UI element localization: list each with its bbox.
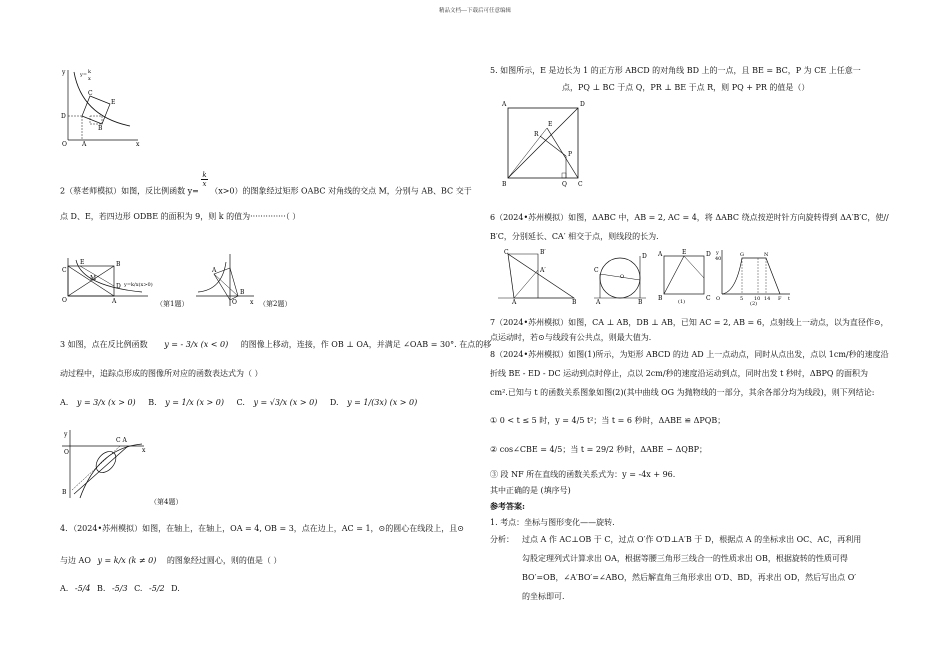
answer-1-line3: BO′=OB，∠A′BO′=∠ABO，然后解直角三角形求出 O′D、BD，再求出 OD，然后写出点 O′ [522, 573, 857, 582]
figure-q6-rotation [494, 249, 580, 306]
q2-line2: 点 D、E，若四边形 ODBE 的面积为 9，则 k 的值为··············（ ） [60, 212, 301, 221]
q3-option-d: y = 1/(3x) (x > 0) [347, 398, 418, 407]
svg-text:D: D [580, 101, 585, 108]
q4-option-c-letter: C. [134, 584, 143, 593]
answer-1-label: 分析： [490, 535, 514, 544]
svg-text:x: x [136, 141, 140, 148]
svg-text:N: N [764, 252, 769, 258]
answer-1-line4: 的坐标即可. [522, 592, 565, 601]
svg-text:D: D [706, 251, 711, 258]
svg-text:A: A [502, 101, 507, 108]
svg-text:B: B [116, 261, 121, 268]
q6-line2: B′C，分别延长、CA′ 相交于点，则线段的长为． [490, 232, 665, 241]
svg-text:D: D [642, 253, 647, 260]
svg-text:E: E [80, 259, 85, 266]
svg-text:y=: y= [80, 72, 88, 78]
q5-line2: 点，PQ ⊥ BC 于点 Q，PR ⊥ BE 于点 R，则 PQ + PR 的值是（） [562, 83, 810, 92]
svg-text:F: F [778, 296, 782, 302]
svg-text:B: B [62, 489, 67, 496]
svg-text:O: O [62, 297, 67, 304]
svg-text:E: E [682, 249, 687, 256]
svg-text:A: A [212, 267, 217, 274]
q8-statement-1: ① 0 < t ≤ 5 时，y = 4/5 t²；当 t = 6 秒时，ΔABE ≌ ΔPQB； [490, 416, 726, 425]
svg-text:B: B [240, 289, 245, 296]
q4-text-b: 与边 AO [60, 556, 91, 565]
svg-text:C A: C A [116, 437, 127, 444]
q8-line1: 8（2024•苏州模拟）如图(1)所示，为矩形 ABCD 的边 AD 上一点动点，同时从点出发，点以 1cm/秒的速度沿 [490, 350, 889, 359]
q2-frac-den: x [202, 180, 207, 188]
q4-function: y = k/x (k ≠ 0) [97, 556, 157, 565]
figure-q2-hyperbola [192, 252, 256, 308]
svg-text:O: O [62, 141, 67, 148]
q8-line3: cm².已知与 t 的函数关系图象如图(2)(其中曲线 OG 为抛物线的一部分，其余各部分均为线段)，则下列结论: [490, 388, 875, 397]
q3-option-c: y = √3/x (x > 0) [253, 398, 318, 407]
svg-text:40: 40 [715, 256, 722, 262]
svg-text:k: k [88, 69, 92, 75]
q4-option-b-letter: B. [97, 584, 106, 593]
svg-text:y=k/x(x>0): y=k/x(x>0) [124, 282, 153, 288]
svg-text:(1): (1) [678, 299, 686, 305]
svg-text:t: t [788, 296, 791, 302]
svg-text:(2): (2) [750, 301, 758, 307]
svg-text:O: O [620, 274, 625, 280]
q3-option-c-letter: C. [236, 398, 245, 407]
svg-text:y: y [64, 431, 68, 438]
q3-option-b: y = 1/x (x > 0) [165, 398, 224, 407]
svg-text:A: A [658, 251, 663, 258]
svg-text:10: 10 [754, 296, 761, 302]
q8-line2: 折线 BE - ED - DC 运动到点时停止，点以 2cm/秒的速度沿运动到点，同时出发 t 秒时，ΔBPQ 的面积为 [490, 369, 869, 378]
svg-text:A: A [596, 299, 601, 306]
svg-text:A: A [112, 298, 117, 305]
figure-q8-rectangle [658, 250, 712, 304]
q4-option-c: -5/2 [149, 584, 165, 593]
q3-text-b: 的图像上移动，连接，作 OB ⊥ OA，并满足 ∠OAB = 30°. 在点的移 [240, 340, 492, 349]
svg-text:C: C [578, 181, 583, 188]
svg-text:x: x [250, 299, 254, 306]
svg-text:D: D [61, 113, 66, 120]
q2-frac-num: k [202, 171, 207, 179]
answer-1-line2: 勾股定理列式计算求出 OA，根据等腰三角形三线合一的性质求出 OB，根据旋转的性质可得 [522, 554, 848, 563]
svg-text:A: A [82, 141, 87, 148]
figure-q5-square [500, 100, 584, 188]
svg-text:P: P [568, 151, 573, 158]
svg-text:y: y [62, 69, 66, 76]
svg-text:R: R [534, 131, 539, 138]
svg-text:G: G [740, 252, 744, 258]
q3-option-d-letter: D. [329, 398, 339, 407]
q4-caption: （第4题） [150, 498, 183, 506]
q4-line2 [60, 556, 281, 566]
svg-text:C: C [62, 267, 67, 274]
svg-text:B: B [572, 299, 577, 306]
q4-option-d-letter: D. [171, 584, 180, 593]
q8-statement-3: ③ 段 NF 所在直线的函数关系式为：y = -4x + 96. [490, 470, 676, 479]
svg-text:x: x [142, 447, 146, 454]
q3-line1 [60, 340, 491, 350]
page-header: 精品文档---下载后可任意编辑 [439, 8, 511, 14]
answer-title: 参考答案: [490, 501, 525, 511]
q8-statement-2: ② cos∠CBE = 4/5；当 t = 29/2 秒时，ΔABE ∽ ΔQBP； [490, 445, 708, 454]
q4-line1: 4．（2024•苏州模拟）如图，在轴上，在轴上，OA = 4, OB = 3，点在边上，AC = 1，⊙的圆心在线段上，且⊙ [60, 524, 464, 533]
svg-text:B: B [638, 299, 643, 306]
q6-line1: 6（2024•苏州模拟）如图，ΔABC 中，AB = 2, AC = 4，将 ΔABC 绕点按逆时针方向旋转得到 ΔA′B′C，使// [490, 213, 889, 222]
q3-options [60, 398, 417, 408]
q7-line2: 点运动时，若⊙与线段有公共点，则最大值为． [490, 333, 657, 342]
figure-q8-graph [714, 248, 792, 306]
q3-line2: 动过程中，追踪点形成的图像所对应的函数表达式为（ ） [60, 369, 263, 378]
svg-text:C: C [504, 249, 509, 256]
q5-line1: 5. 如图所示，E 是边长为 1 的正方形 ABCD 的对角线 BD 上的一点，且 BE = BC，P 为 CE 上任意一 [490, 66, 861, 75]
q1-caption: （第1题） [156, 300, 189, 308]
q3-text-a: 3 如图，点在反比例函数 [60, 340, 148, 349]
q2-text-a: 2（蔡老师模拟）如图，反比例函数 y= [60, 186, 199, 196]
figure-q2-rectangle [62, 256, 152, 304]
svg-text:E: E [548, 121, 553, 128]
svg-text:B: B [658, 295, 663, 302]
answer-1-title: 1. 考点：坐标与图形变化——旋转. [490, 518, 615, 527]
q3-option-a-letter: A. [60, 398, 69, 407]
svg-text:C: C [88, 90, 93, 97]
svg-text:B: B [502, 181, 507, 188]
svg-text:O: O [232, 299, 237, 306]
q4-option-b: -5/3 [111, 584, 128, 593]
q3-option-a: y = 3/x (x > 0) [76, 398, 136, 407]
svg-text:D: D [116, 283, 121, 290]
svg-text:O: O [64, 449, 69, 456]
q4-text-c: 的图象经过圆心，则的值是（ ） [166, 556, 282, 565]
q3-option-b-letter: B. [148, 398, 157, 407]
svg-text:14: 14 [764, 296, 771, 302]
svg-text:O: O [716, 296, 721, 302]
q2-fraction [201, 171, 207, 188]
q4-option-a-letter: A. [60, 584, 69, 593]
svg-text:y: y [716, 250, 719, 256]
svg-text:M: M [90, 275, 97, 282]
q7-line1: 7（2024•苏州模拟）如图，CA ⊥ AB，DB ⊥ AB，已知 AC = 2, AB = 6，点射线上一动点，以为直径作⊙， [490, 318, 889, 327]
svg-text:Q: Q [562, 181, 567, 188]
q2-text-b: （x>0）的图象经过矩形 OABC 对角线的交点 M，分别与 AB、BC 交于 [210, 186, 472, 196]
q2-line1 [60, 171, 472, 200]
figure-q4-hyperbola [58, 428, 146, 500]
q3-function: y = - 3/x (x < 0) [164, 340, 229, 349]
svg-text:A′: A′ [540, 267, 546, 274]
q2-caption: （第2题） [259, 300, 292, 308]
svg-text:A: A [512, 299, 517, 306]
figure-q1-hyperbola-square [60, 68, 140, 146]
q4-option-a: -5/4 [74, 584, 91, 593]
figure-q7-circle [590, 250, 652, 306]
svg-text:x: x [88, 76, 91, 82]
svg-text:B: B [98, 125, 103, 132]
q4-options [60, 584, 180, 594]
svg-text:C: C [594, 267, 599, 274]
svg-text:E: E [111, 99, 116, 106]
svg-text:5: 5 [740, 296, 744, 302]
q8-ending: 其中正确的是 (填序号) [490, 486, 571, 495]
answer-1-line1: 过点 A 作 AC⊥OB 于 C，过点 O′作 O′D⊥A′B 于 D，根据点 A 的坐标求出 OC、AC，再利用 [522, 535, 862, 544]
svg-text:C: C [706, 295, 711, 302]
svg-text:B′: B′ [540, 249, 546, 256]
